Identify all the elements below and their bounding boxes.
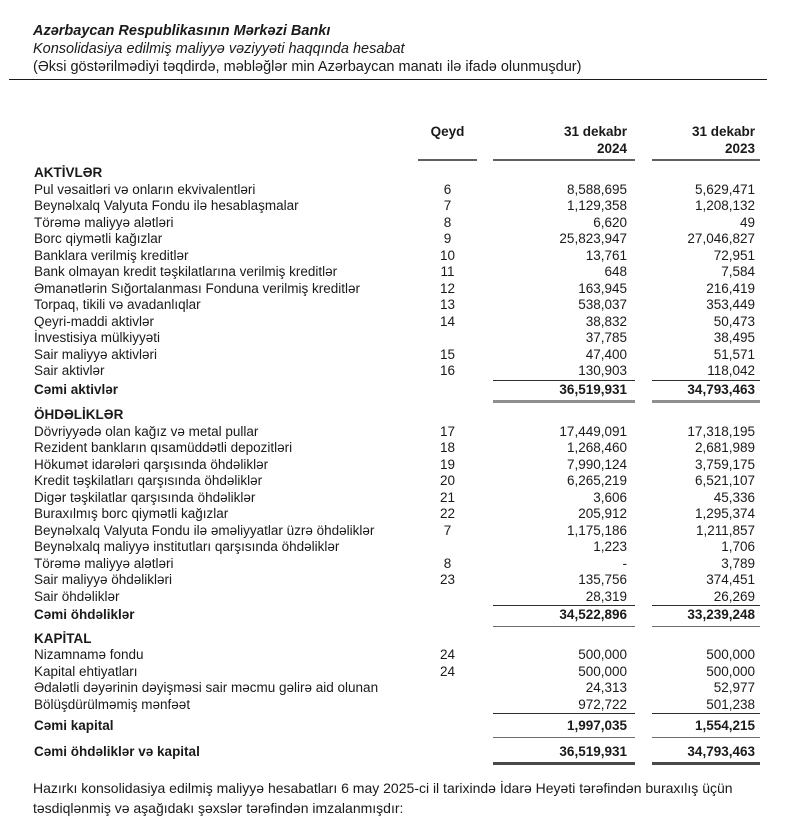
table-row xyxy=(34,231,787,248)
row-value-2024: 47,400 xyxy=(585,346,627,362)
row-note: 8 xyxy=(443,555,452,571)
table-row xyxy=(34,297,787,314)
table-row xyxy=(34,215,787,232)
table-row xyxy=(34,697,787,715)
col-header-2023-line1: 31 dekabr xyxy=(691,124,755,139)
row-value-2024: 38,832 xyxy=(585,313,627,329)
row-value-2023: 72,951 xyxy=(713,247,755,263)
row-value-2024: 538,037 xyxy=(578,297,627,312)
row-note: 18 xyxy=(439,440,456,455)
row-note xyxy=(418,680,477,697)
row-label: Törəmə maliyyə alətləri xyxy=(34,555,174,571)
row-value-2023: 17,318,195 xyxy=(687,423,755,439)
row-label: Borc qiymətli kağızlar xyxy=(34,231,163,246)
row-value-2023: 216,419 xyxy=(706,280,755,296)
row-value-2023: 26,269 xyxy=(652,589,760,607)
row-label: AKTİVLƏR xyxy=(34,165,103,180)
row-value-2024: - xyxy=(622,555,627,571)
row-value-2024 xyxy=(493,165,635,182)
row-value-2024: 130,903 xyxy=(493,363,635,381)
row-note: 12 xyxy=(439,280,456,296)
row-note: 19 xyxy=(439,456,456,472)
row-note: 24 xyxy=(439,647,456,662)
row-value-2024: 205,912 xyxy=(578,506,627,521)
row-label: Banklara verilmiş kreditlər xyxy=(34,247,189,263)
row-label: Bank olmayan kredit təşkilatlarına verilmiş kreditlər xyxy=(34,264,338,279)
table-row xyxy=(34,424,787,441)
row-note: 8 xyxy=(443,214,452,230)
row-note: 11 xyxy=(440,264,455,279)
row-value-2024: 24,313 xyxy=(585,680,627,695)
row-label: Beynəlxalq maliyyə institutları qarşısında öhdəliklər xyxy=(34,539,340,554)
table-row xyxy=(34,363,787,381)
row-value-2024: 37,785 xyxy=(585,330,627,345)
table-row xyxy=(34,717,787,738)
row-value-2024 xyxy=(493,407,635,424)
table-row xyxy=(34,182,787,199)
table-row xyxy=(34,440,787,457)
row-value-2023: 118,042 xyxy=(652,363,760,381)
table-header-row xyxy=(34,124,787,161)
doc-subtitle: Konsolidasiya edilmiş maliyyə vəziyyəti haqqında hesabat xyxy=(33,41,405,57)
row-label: Kapital ehtiyatları xyxy=(34,663,138,679)
row-note xyxy=(418,697,477,715)
doc-units-note: (Əksi göstərilmədiyi təqdirdə, məbləğlər min Azərbaycan manatı ilə ifadə olunmuşdur) xyxy=(33,59,582,75)
row-value-2023: 374,451 xyxy=(706,572,755,587)
row-value-2023: 1,208,132 xyxy=(694,198,755,213)
row-label: Bölüşdürülməmiş mənfəət xyxy=(34,696,191,712)
col-header-2023 xyxy=(652,124,760,161)
row-value-2024: 6,265,219 xyxy=(566,473,627,488)
row-value-2024: 648 xyxy=(604,264,627,279)
table-body xyxy=(34,165,787,765)
row-value-2023: 34,793,463 xyxy=(652,381,760,404)
row-note xyxy=(418,631,477,648)
row-value-2024 xyxy=(493,631,635,648)
row-note: 10 xyxy=(439,247,456,263)
row-value-2023: 49 xyxy=(739,214,755,230)
col-header-2023-line2: 2023 xyxy=(724,140,755,156)
row-label: Törəmə maliyyə alətləri xyxy=(34,214,174,230)
table-row xyxy=(34,572,787,589)
table-row xyxy=(34,314,787,331)
row-label: Sair maliyyə aktivləri xyxy=(34,346,158,362)
row-value-2024: 1,175,186 xyxy=(566,522,627,538)
table-row xyxy=(34,490,787,507)
table-row xyxy=(34,556,787,573)
row-value-2023: 50,473 xyxy=(713,313,755,329)
row-note xyxy=(418,330,477,347)
table-row xyxy=(34,606,787,627)
header-rule xyxy=(9,79,767,80)
row-label: Cəmi kapital xyxy=(34,718,114,733)
row-label: Torpaq, tikili və avadanlıqlar xyxy=(34,297,201,312)
doc-title: Azərbaycan Respublikasının Mərkəzi Bankı xyxy=(33,23,331,39)
row-label: KAPİTAL xyxy=(34,630,92,646)
row-note xyxy=(418,539,477,556)
row-value-2023: 51,571 xyxy=(713,346,755,362)
row-value-2023: 1,706 xyxy=(721,539,755,554)
table-row xyxy=(34,506,787,523)
table-row xyxy=(34,264,787,281)
row-label: Kredit təşkilatları qarşısında öhdəliklər xyxy=(34,473,263,488)
row-note xyxy=(418,589,477,607)
table-row xyxy=(34,743,787,766)
row-value-2023: 500,000 xyxy=(706,647,755,662)
row-value-2023: 45,336 xyxy=(713,489,755,505)
row-note: 6 xyxy=(443,181,452,197)
row-value-2024: 972,722 xyxy=(493,697,635,715)
row-label: ÖHDƏLİKLƏR xyxy=(34,407,124,422)
row-value-2024: 36,519,931 xyxy=(493,743,635,766)
row-value-2023: 3,789 xyxy=(721,555,755,571)
row-note: 7 xyxy=(443,522,452,538)
row-note: 16 xyxy=(439,363,456,378)
row-label: Pul vəsaitləri və onların ekvivalentləri xyxy=(34,181,256,197)
row-note xyxy=(418,381,477,404)
balance-sheet-table xyxy=(34,124,787,765)
row-note: 14 xyxy=(439,313,456,329)
row-value-2024: 163,945 xyxy=(578,280,627,296)
row-value-2023: 33,239,248 xyxy=(652,606,760,627)
row-note: 17 xyxy=(439,423,456,439)
row-value-2024: 135,756 xyxy=(578,572,627,587)
row-value-2023: 2,681,989 xyxy=(694,440,755,455)
row-note: 23 xyxy=(439,572,456,587)
row-value-2023: 353,449 xyxy=(706,297,755,312)
row-note xyxy=(418,165,477,182)
col-header-2024-line2: 2024 xyxy=(596,140,627,156)
row-value-2024: 34,522,896 xyxy=(493,606,635,627)
row-label: Hökumət idarələri qarşısında öhdəliklər xyxy=(34,456,269,472)
table-row xyxy=(34,198,787,215)
row-label: Sair öhdəliklər xyxy=(34,588,120,604)
row-note: 21 xyxy=(439,489,456,505)
row-label: Beynəlxalq Valyuta Fondu ilə əməliyyatlar üzrə öhdəliklər xyxy=(34,522,375,538)
row-label: Nizamnamə fondu xyxy=(34,647,144,662)
row-label: Cəmi öhdəliklər xyxy=(34,607,135,622)
row-label: Əmanətlərin Sığortalanması Fonduna verilmiş kreditlər xyxy=(34,280,361,296)
table-row xyxy=(34,457,787,474)
table-row xyxy=(34,281,787,298)
col-header-note: Qeyd xyxy=(418,124,477,161)
row-note xyxy=(418,407,477,424)
row-label: Buraxılmış borc qiymətli kağızlar xyxy=(34,506,229,521)
row-note xyxy=(418,606,477,627)
row-value-2023: 34,793,463 xyxy=(652,743,760,766)
row-note xyxy=(418,743,477,766)
row-value-2023: 27,046,827 xyxy=(687,231,755,246)
row-label: Sair maliyyə öhdəlikləri xyxy=(34,572,173,587)
table-row xyxy=(34,589,787,607)
row-label: Cəmi aktivlər xyxy=(34,381,119,397)
row-label: Beynəlxalq Valyuta Fondu ilə hesablaşmalar xyxy=(34,198,299,213)
row-label: Ədalətli dəyərinin dəyişməsi sair məcmu gəlirə aid olunan xyxy=(34,680,379,695)
row-label: Rezident bankların qısamüddətli depozitləri xyxy=(34,440,293,455)
row-value-2024: 28,319 xyxy=(493,589,635,607)
table-row xyxy=(34,523,787,540)
row-value-2023: 3,759,175 xyxy=(694,456,755,472)
row-value-2024: 25,823,947 xyxy=(559,231,627,246)
row-value-2023: 1,211,857 xyxy=(695,522,755,538)
table-row xyxy=(34,631,787,648)
row-note: 20 xyxy=(439,473,456,488)
table-row xyxy=(34,165,787,182)
row-label: Qeyri-maddi aktivlər xyxy=(34,313,155,329)
row-value-2023: 1,295,374 xyxy=(694,506,755,521)
table-row xyxy=(34,473,787,490)
row-value-2023: 501,238 xyxy=(652,697,760,715)
row-value-2024: 1,997,035 xyxy=(493,717,635,738)
row-value-2024: 1,223 xyxy=(593,539,627,554)
row-note: 7 xyxy=(443,198,452,213)
row-note: 15 xyxy=(439,346,456,362)
row-value-2023 xyxy=(652,407,760,424)
row-label: Digər təşkilatlar qarşısında öhdəliklər xyxy=(34,489,256,505)
row-note: 9 xyxy=(443,231,452,246)
row-label: İnvestisiya mülkiyyəti xyxy=(34,330,161,345)
row-note: 13 xyxy=(439,297,456,312)
table-row xyxy=(34,407,787,424)
row-value-2023 xyxy=(652,165,760,182)
row-value-2023: 52,977 xyxy=(713,680,755,695)
row-value-2023: 7,584 xyxy=(721,264,755,279)
row-note xyxy=(418,717,477,738)
table-row xyxy=(34,347,787,364)
col-header-2024 xyxy=(493,124,635,161)
row-value-2023 xyxy=(652,631,760,648)
row-value-2024: 17,449,091 xyxy=(559,423,627,439)
row-value-2023: 1,554,215 xyxy=(652,717,760,738)
table-row xyxy=(34,248,787,265)
row-value-2024: 1,268,460 xyxy=(566,440,627,455)
row-value-2023: 500,000 xyxy=(706,663,755,679)
approval-note: Hazırkı konsolidasiya edilmiş maliyyə hesabatları 6 may 2025-ci il tarixində İdarə Heyəti tərəfindən buraxılış üçün təsdiqlənmiş və aşağıdakı şəxslər tərəfindən imzalanmışdır: xyxy=(33,780,733,816)
row-label: Cəmi öhdəliklər və kapital xyxy=(34,743,200,759)
row-value-2024: 8,588,695 xyxy=(566,181,627,197)
row-value-2024: 1,129,358 xyxy=(566,198,627,213)
row-note: 24 xyxy=(439,663,456,679)
row-value-2023: 6,521,107 xyxy=(694,473,755,488)
row-value-2024: 13,761 xyxy=(585,247,627,263)
table-row xyxy=(34,539,787,556)
table-row xyxy=(34,664,787,681)
row-value-2024: 6,620 xyxy=(593,214,627,230)
row-label: Dövriyyədə olan kağız və metal pullar xyxy=(34,423,259,439)
table-row xyxy=(34,647,787,664)
table-row xyxy=(34,381,787,404)
row-note: 22 xyxy=(439,506,456,521)
col-header-2024-line1: 31 dekabr xyxy=(563,124,627,139)
row-value-2024: 500,000 xyxy=(578,647,627,662)
row-value-2024: 3,606 xyxy=(593,489,627,505)
table-row xyxy=(34,680,787,697)
doc-header xyxy=(33,0,787,76)
table-row xyxy=(34,330,787,347)
row-label: Sair aktivlər xyxy=(34,363,105,378)
row-value-2024: 36,519,931 xyxy=(493,381,635,404)
row-value-2023: 5,629,471 xyxy=(694,181,755,197)
row-value-2023: 38,495 xyxy=(713,330,755,345)
row-value-2024: 7,990,124 xyxy=(566,456,627,472)
row-value-2024: 500,000 xyxy=(578,663,627,679)
